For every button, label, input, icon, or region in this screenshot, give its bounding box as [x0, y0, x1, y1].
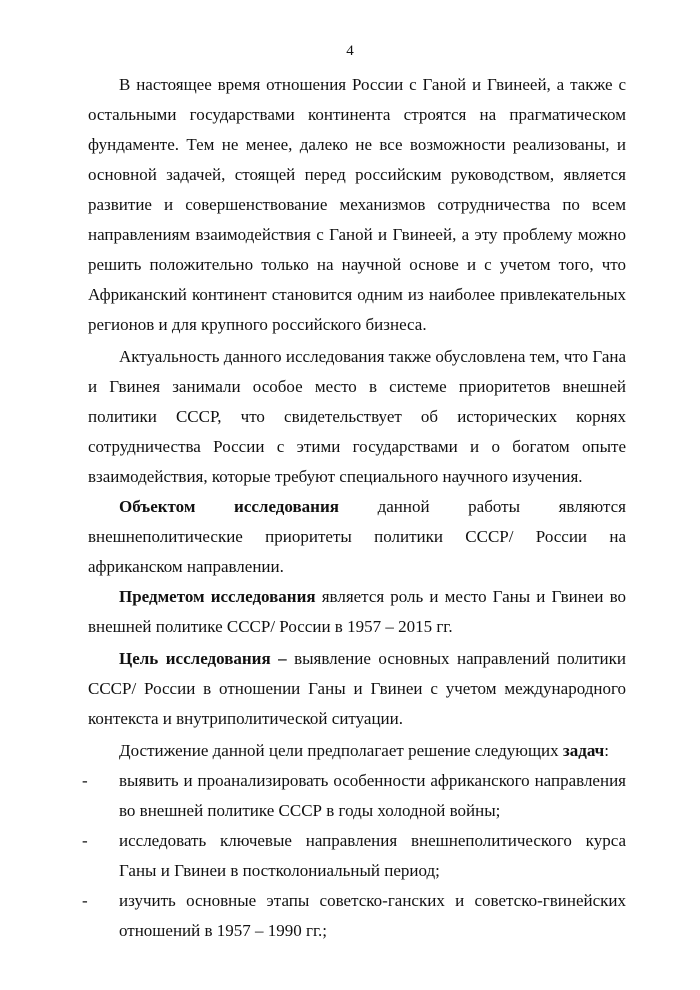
object-heading: Объектом исследования — [119, 497, 339, 516]
list-item-text: исследовать ключевые направления внешнеполитического курса Ганы и Гвинеи в постколониальный период; — [119, 831, 626, 880]
subject-text: является роль и место Ганы и Гвинеи во внешней политике СССР/ России в 1957 – 2015 гг. — [88, 587, 626, 636]
list-item — [82, 886, 626, 946]
paragraph-object — [88, 492, 626, 582]
list-item-text: выявить и проанализировать особенности африканского направления во внешней политике СССР в годы холодной войны; — [119, 771, 626, 820]
page-number: 4 — [346, 43, 354, 59]
list-dash: - — [82, 831, 88, 850]
object-line1-text: данной работы являются — [377, 497, 627, 516]
paragraph-goal — [88, 644, 626, 734]
paragraph-tasks-intro — [88, 736, 626, 766]
subject-heading: Предметом исследования — [119, 587, 316, 606]
list-dash: - — [82, 771, 88, 790]
tasks-heading: задач — [562, 741, 605, 760]
paragraph-subject — [88, 582, 626, 642]
list-item-text: изучить основные этапы советско-ганских и советско-гвинейских отношений в 1957 – 1990 гг.; — [119, 891, 626, 940]
goal-text: выявление основных направлений политики СССР/ России в отношении Ганы и Гвинеи с учетом международного контекста и внутриполитической ситуации. — [88, 649, 627, 728]
list-item — [82, 766, 626, 826]
goal-heading: Цель исследования – — [119, 649, 287, 668]
object-text: внешнеполитические приоритеты политики СССР/ России на африканском направлении. — [88, 527, 626, 576]
list-dash: - — [82, 891, 88, 910]
tasks-list — [82, 766, 626, 946]
document-body — [82, 70, 627, 946]
paragraph-relations: В настоящее время отношения России с Ганой и Гвинеей, а также с остальными государствами континента строятся на прагматическом фундаменте. Тем не менее, далеко не все возможности реализованы, и основной задачей, стоящей перед российским руководством, является развитие и совершенствование механизмов сотрудничества по всем направлениям взаимодействия с Ганой и Гвинеей, а эту проблему можно решить положительно только на научной основе и с учетом того, что Африканский континент становится одним из наиболее привлекательных регионов и для крупного российского бизнеса. — [88, 75, 626, 334]
tasks-intro-text: Достижение данной цели предполагает решение следующих — [119, 741, 563, 760]
list-item — [82, 826, 626, 886]
tasks-intro-colon: : — [604, 741, 609, 760]
paragraph-relevance: Актуальность данного исследования также обусловлена тем, что Гана и Гвинея занимали особое место в системе приоритетов внешней политики СССР, что свидетельствует об исторических корнях сотрудничества России с этими государствами и о богатом опыте взаимодействия, которые требуют специального научного изучения. — [88, 347, 627, 486]
